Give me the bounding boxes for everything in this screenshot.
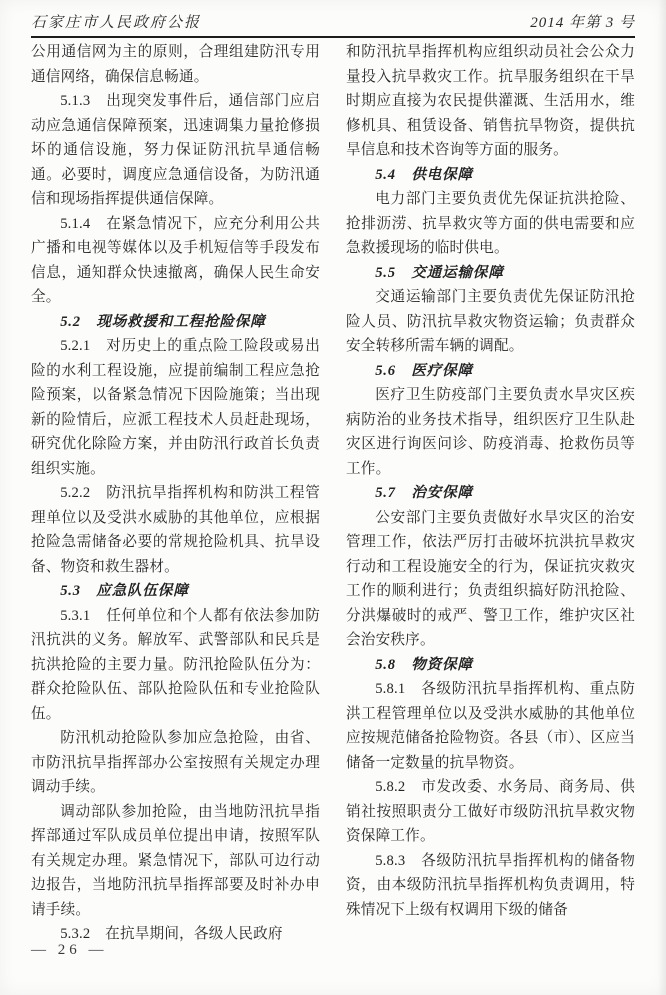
section-heading: 5.6 医疗保障 <box>375 362 473 379</box>
paragraph: 5.2.2 防汛抗旱指挥机构和防洪工程管理单位以及受洪水威胁的其他单位，应根据抢险急需储备必要的常规抢险机具、抗旱设备、物资和救生器材。 <box>31 485 320 575</box>
section-heading: 5.7 治安保障 <box>375 485 473 501</box>
paragraph: 医疗卫生防疫部门主要负责水旱灾区疾病防治的业务技术指导，组织医疗卫生队赴灾区进行询医问诊、防疫消毒、抢救伤员等工作。 <box>346 387 635 477</box>
paragraph: 5.3.1 任何单位和个人都有依法参加防汛抗洪的义务。解放军、武警部队和民兵是抗洪抢险的主要力量。防汛抢险队伍分为：群众抢险队伍、部队抢险队伍和专业抢险队伍。 <box>31 607 320 722</box>
page-header <box>31 8 635 38</box>
paragraph: 5.2.1 对历史上的重点险工险段或易出险的水利工程设施，应提前编制工程应急抢险预案，以备紧急情况下因险施策；当出现新的险情后，应派工程技术人员赶赴现场，研究优化除险方案，并由防汛行政首长负责组织实施。 <box>31 338 320 477</box>
two-column-body <box>31 40 635 948</box>
paragraph: 5.3.2 在抗旱期间，各级人民政府 <box>60 926 283 942</box>
paragraph: 公用通信网为主的原则，合理组建防汛专用通信网络，确保信息畅通。 <box>31 44 320 85</box>
paragraph: 5.1.3 出现突发事件后，通信部门应启动应急通信保障预案，迅速调集力量抢修损坏的通信设施，努力保证防汛抗旱通信畅通。必要时，调度应急通信设备，为防汛通信和现场指挥提供通信保障。 <box>31 93 320 207</box>
section-heading: 5.2 现场救援和工程抢险保障 <box>60 313 266 330</box>
section-heading: 5.8 物资保障 <box>375 656 473 673</box>
paragraph: 防汛机动抢险队参加应急抢险，由省、市防汛抗旱指挥部办公室按照有关规定办理调动手续。 <box>31 730 320 795</box>
paragraph: 和防汛抗旱指挥机构应组织动员社会公众力量投入抗旱救灾工作。抗旱服务组织在干旱时期应直接为农民提供灌溉、生活用水，维修机具、租赁设备、销售抗旱物资，提供抗旱信息和技术咨询等方面的服务。 <box>346 44 635 158</box>
paragraph: 5.8.3 各级防汛抗旱指挥机构的储备物资，由本级防汛抗旱指挥机构负责调用，特殊情况下上级有权调用下级的储备 <box>346 852 635 918</box>
paragraph: 5.1.4 在紧急情况下，应充分利用公共广播和电视等媒体以及手机短信等手段发布信息，通知群众快速撤离，确保人民生命安全。 <box>31 215 320 305</box>
paragraph: 5.8.2 市发改委、水务局、商务局、供销社按照职责分工做好市级防汛抗旱救灾物资保障工作。 <box>346 779 635 844</box>
paragraph: 交通运输部门主要负责优先保证防汛抢险人员、防汛抗旱救灾物资运输；负责群众安全转移所需车辆的调配。 <box>346 289 635 354</box>
paragraph: 公安部门主要负责做好水旱灾区的治安管理工作，依法严厉打击破坏抗洪抗旱救灾行动和工程设施安全的行为，保证抗灾救灾工作的顺利进行；负责组织搞好防汛抢险、分洪爆破时的戒严、警卫工作，维护灾区社会治安秩序。 <box>346 509 635 648</box>
right-column <box>346 40 635 948</box>
section-heading: 5.4 供电保障 <box>375 166 473 183</box>
left-column <box>31 40 320 948</box>
section-heading: 5.3 应急队伍保障 <box>60 583 189 599</box>
gazette-title: 石家庄市人民政府公报 <box>31 15 202 31</box>
paragraph: 调动部队参加抢险，由当地防汛抗旱指挥部通过军队成员单位提出申请，按照军队有关规定办理。紧急情况下，部队可边行动边报告，当地防汛抗旱指挥部要及时补办申请手续。 <box>31 803 320 918</box>
page-number: — 26 — <box>31 942 108 958</box>
section-heading: 5.5 交通运输保障 <box>375 264 504 281</box>
issue-number: 2014 年第 3 号 <box>530 15 635 31</box>
paragraph: 电力部门主要负责优先保证抗洪抢险、抢排沥涝、抗旱救灾等方面的供电需要和应急救援现场的临时供电。 <box>346 191 635 256</box>
scan-edge-shadow <box>658 0 666 995</box>
paragraph: 5.8.1 各级防汛抗旱指挥机构、重点防洪工程管理单位以及受洪水威胁的其他单位应按规范储备抢险物资。各县（市）、区应当储备一定数量的抗旱物资。 <box>346 681 635 771</box>
